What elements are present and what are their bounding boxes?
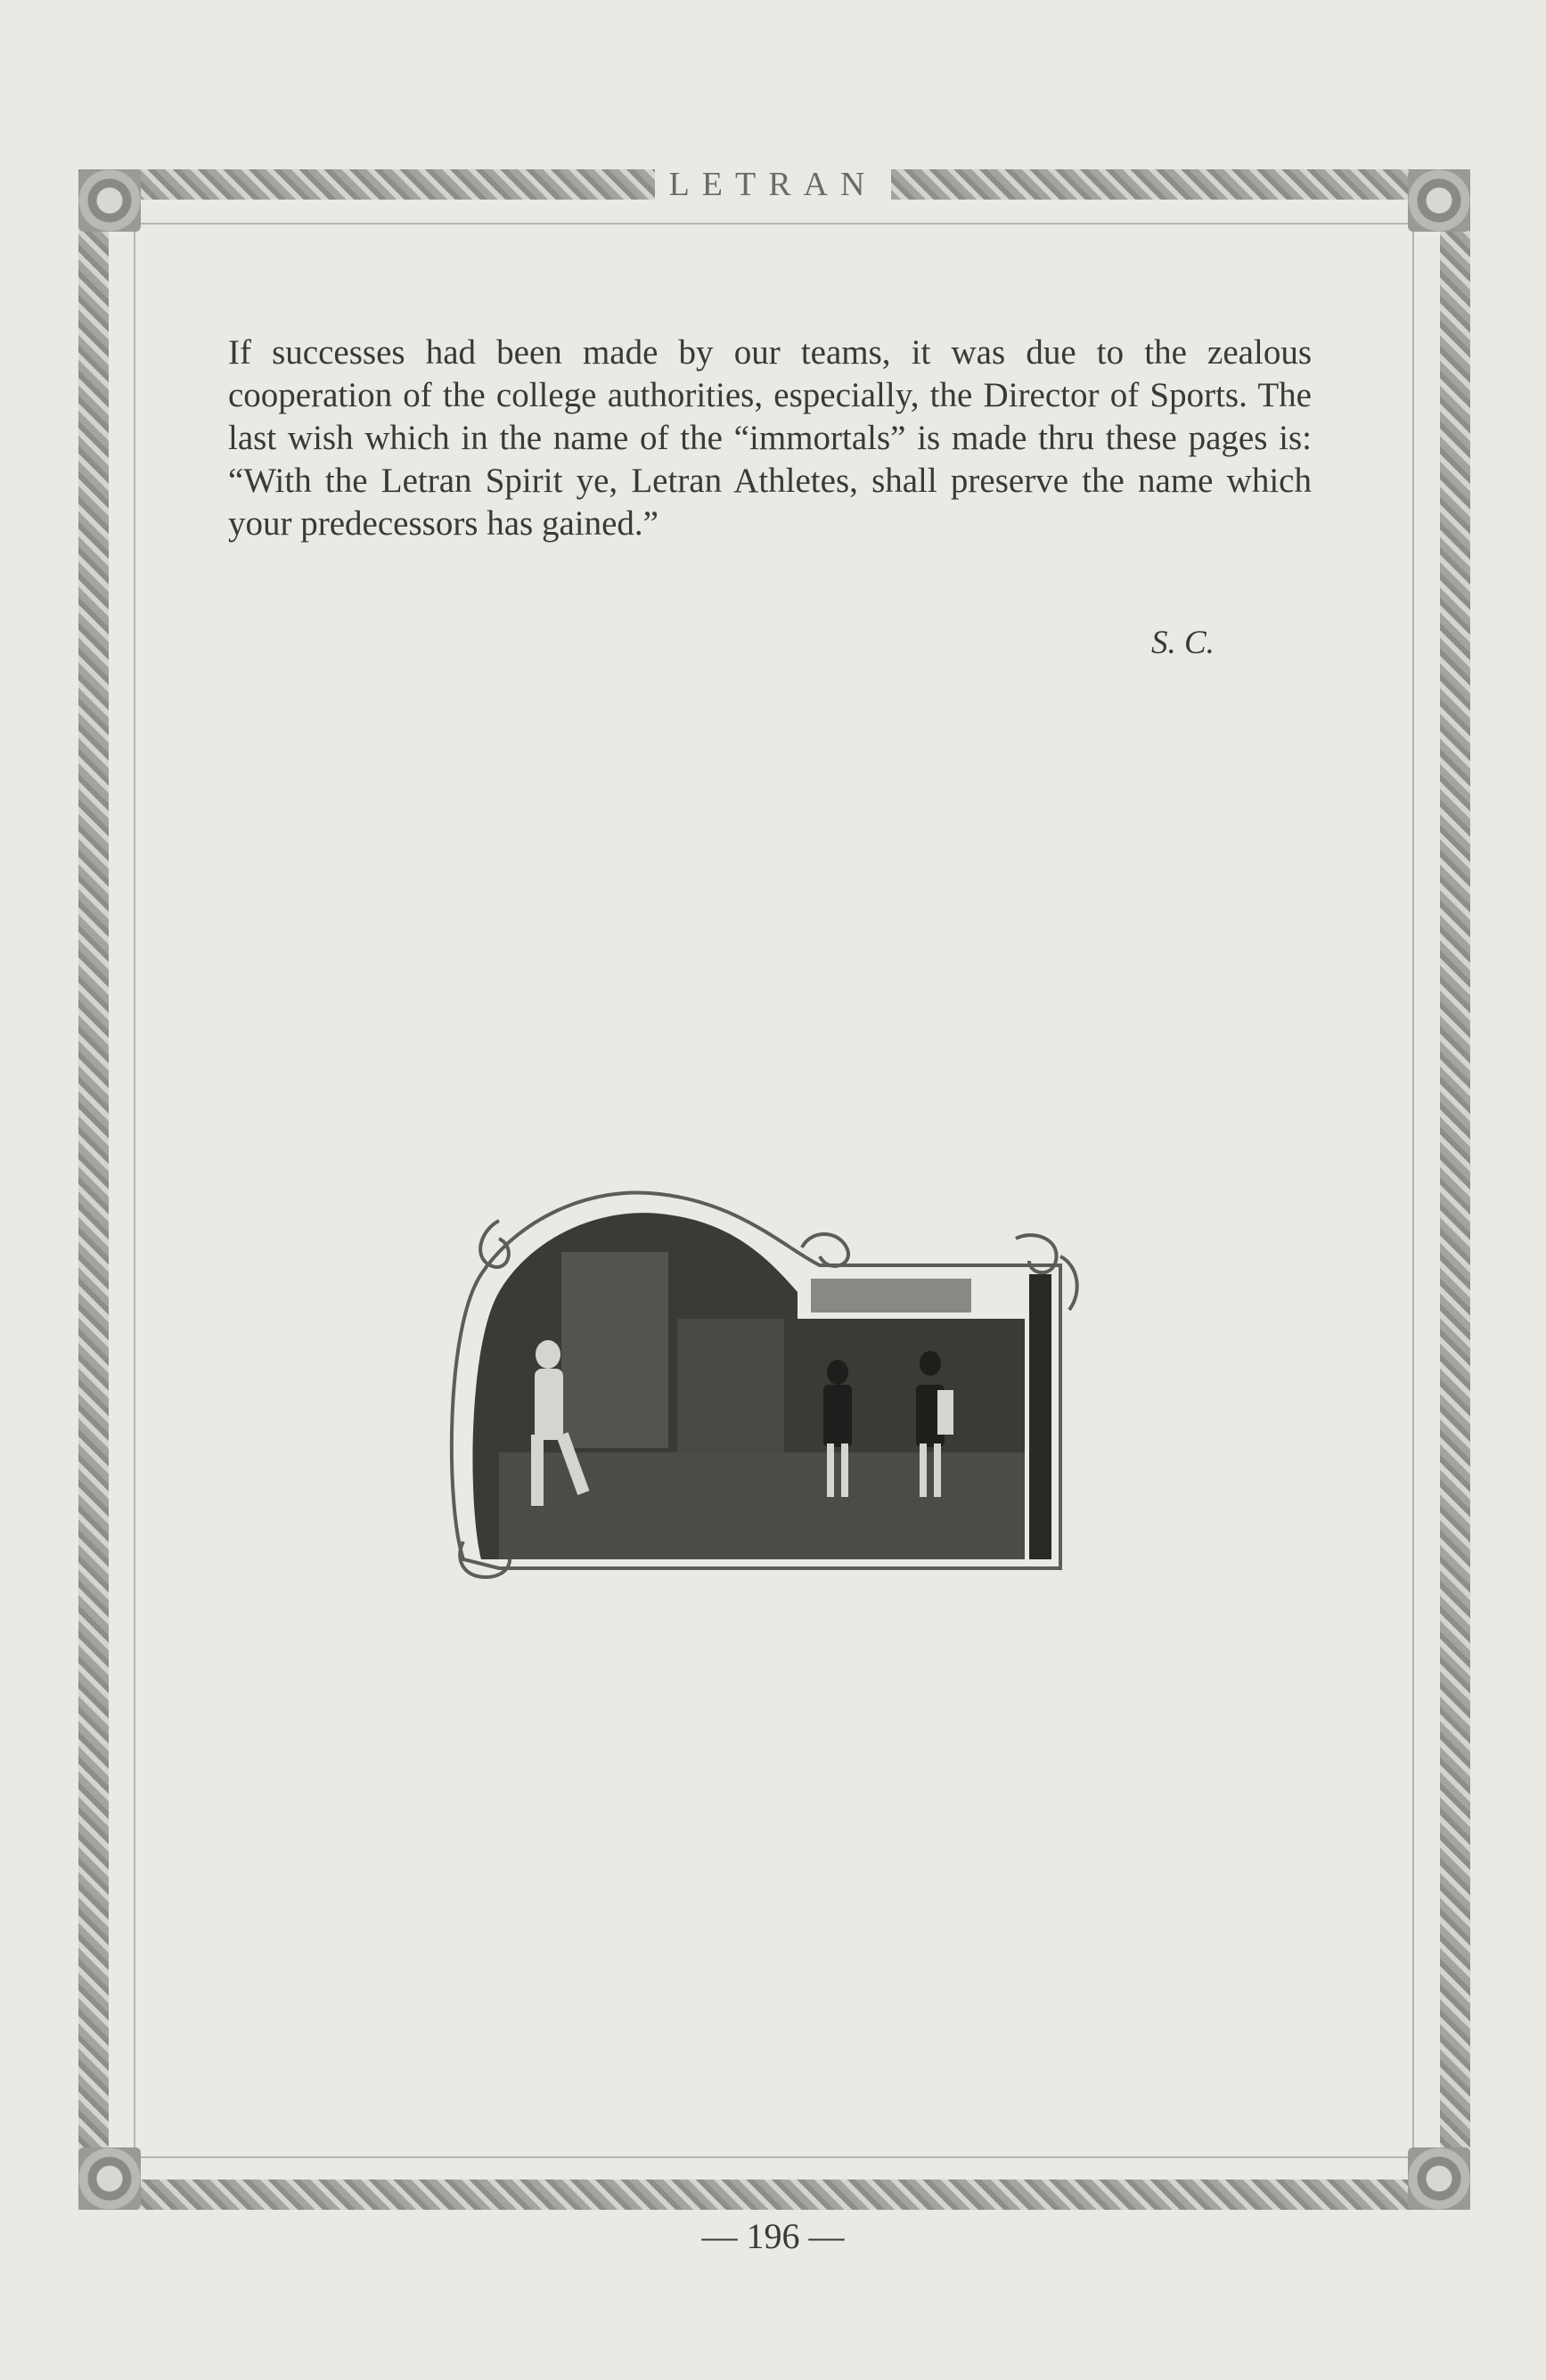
author-initials: S. C. [1151, 625, 1215, 661]
corner-ornament-bottom-left [78, 2147, 141, 2210]
running-header [0, 166, 1546, 203]
corner-ornament-bottom-right [1408, 2147, 1470, 2210]
body-paragraph: If successes had been made by our teams, it was due to the zealous cooperation of the college authorities, especially, the Director of Sports. The last wish which in the name of the “immortals” is made thru these pages is: “With the Letran Spirit ye, Letran Athletes, shall preserve the name which your predecessors has gained.” [228, 333, 1312, 543]
page-number: — 196 — [701, 2216, 845, 2256]
header-title: LETRAN [655, 166, 892, 203]
decorative-photo-illustration [446, 1167, 1096, 1586]
